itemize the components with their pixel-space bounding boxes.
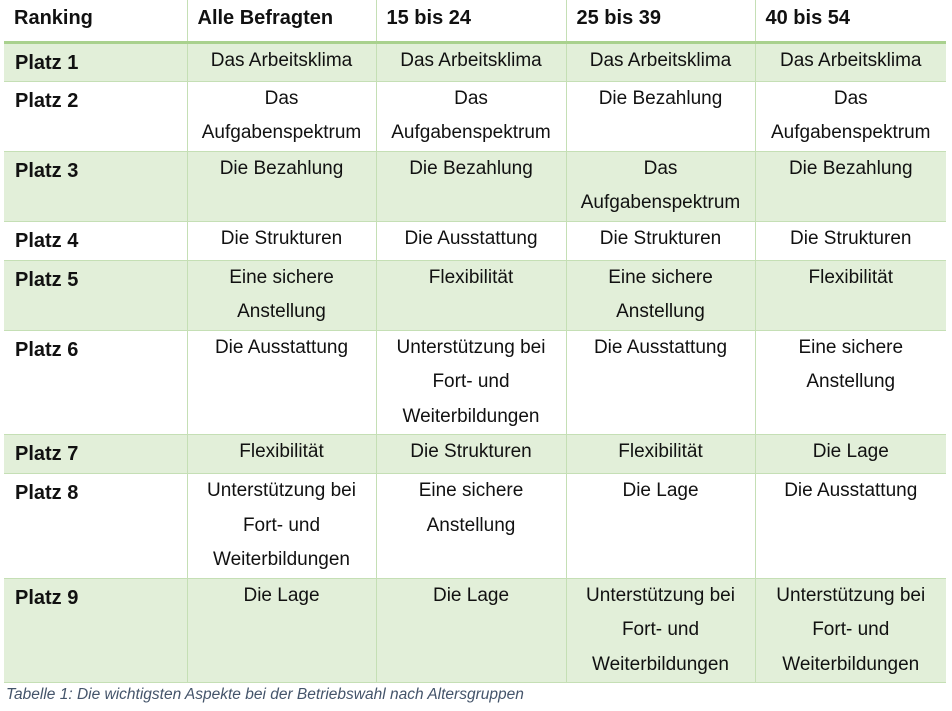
- cell-content: [567, 579, 755, 683]
- cell-content: [188, 435, 376, 470]
- table-cell: [376, 151, 566, 221]
- cell-content: [756, 579, 947, 683]
- cell-line: Unterstützung bei: [396, 336, 546, 358]
- cell-content: [567, 261, 755, 330]
- ranking-table-container: [4, 0, 946, 683]
- cell-line: Das Arbeitsklima: [589, 49, 732, 71]
- table-cell: [376, 221, 566, 260]
- cell-content: [567, 152, 755, 221]
- cell-line: Die Bezahlung: [219, 157, 344, 179]
- rank-cell: Platz 3: [4, 151, 187, 221]
- cell-line: Die Strukturen: [410, 441, 532, 462]
- cell-line: Eine sichere: [418, 480, 524, 501]
- table-row: [4, 474, 946, 579]
- table-cell: [566, 578, 755, 683]
- rank-cell: Platz 9: [4, 578, 187, 683]
- cell-line: Die Bezahlung: [788, 157, 913, 179]
- cell-line: Die Ausstattung: [593, 336, 728, 358]
- cell-content: [377, 222, 566, 257]
- cell-content: [188, 579, 376, 614]
- table-cell: [566, 260, 755, 330]
- table-row: [4, 435, 946, 474]
- cell-content: [188, 152, 376, 187]
- cell-content: [377, 152, 566, 187]
- cell-content: [756, 331, 947, 400]
- rank-cell: Platz 8: [4, 474, 187, 579]
- cell-content: [377, 261, 566, 296]
- cell-content: [567, 474, 755, 509]
- cell-line: Die Strukturen: [599, 227, 722, 249]
- cell-content: [188, 82, 376, 151]
- cell-line: Die Lage: [812, 441, 889, 462]
- rank-cell: Platz 7: [4, 435, 187, 474]
- cell-content: [756, 222, 947, 257]
- cell-line: Die Strukturen: [790, 227, 912, 249]
- cell-line: Die Lage: [243, 584, 320, 606]
- rank-cell: Platz 4: [4, 221, 187, 260]
- table-cell: [566, 435, 755, 474]
- cell-line: Aufgabenspektrum: [391, 122, 551, 143]
- cell-line: Das Arbeitsklima: [400, 49, 542, 71]
- cell-content: [756, 44, 947, 79]
- cell-content: [188, 222, 376, 257]
- table-row: [4, 151, 946, 221]
- cell-content: [377, 82, 566, 151]
- cell-line: Weiterbildungen: [213, 549, 350, 570]
- cell-content: [188, 474, 376, 578]
- cell-line: Weiterbildungen: [402, 405, 540, 427]
- cell-line: Fort- und: [621, 619, 700, 640]
- cell-content: [756, 152, 947, 187]
- table-row: [4, 81, 946, 151]
- table-cell: [376, 330, 566, 435]
- cell-line: Die Bezahlung: [598, 87, 723, 109]
- cell-content: [756, 474, 947, 509]
- table-cell: [376, 435, 566, 474]
- cell-line: Fort- und: [432, 371, 510, 392]
- cell-line: Das: [454, 87, 488, 109]
- cell-line: Das: [643, 157, 678, 179]
- table-cell: [187, 578, 376, 683]
- table-cell: [376, 260, 566, 330]
- cell-line: Die Lage: [432, 584, 510, 606]
- cell-line: Aufgabenspektrum: [580, 192, 741, 213]
- table-cell: [755, 578, 946, 683]
- cell-line: Die Ausstattung: [214, 336, 349, 358]
- table-cell: [187, 330, 376, 435]
- header-40-bis-54: 40 bis 54: [755, 0, 946, 42]
- cell-content: [377, 579, 566, 614]
- table-cell: [566, 151, 755, 221]
- cell-line: Weiterbildungen: [782, 653, 920, 675]
- cell-line: Anstellung: [616, 301, 705, 322]
- table-cell: [755, 330, 946, 435]
- cell-content: [567, 44, 755, 79]
- cell-content: [567, 82, 755, 117]
- cell-line: Die Strukturen: [220, 227, 343, 249]
- cell-line: Unterstützung bei: [207, 480, 356, 501]
- cell-content: [756, 82, 947, 151]
- cell-content: [377, 44, 566, 79]
- cell-content: [188, 331, 376, 366]
- table-cell: [755, 260, 946, 330]
- cell-content: [756, 435, 947, 470]
- table-cell: [376, 474, 566, 579]
- cell-line: Das: [833, 87, 868, 109]
- cell-line: Die Bezahlung: [409, 157, 533, 179]
- table-cell: [566, 81, 755, 151]
- table-cell: [566, 221, 755, 260]
- table-cell: [376, 81, 566, 151]
- table-cell: [566, 42, 755, 81]
- table-cell: [187, 151, 376, 221]
- header-15-bis-24: 15 bis 24: [376, 0, 566, 42]
- table-row: [4, 330, 946, 435]
- header-alle-befragten: Alle Befragten: [187, 0, 376, 42]
- rank-cell: Platz 6: [4, 330, 187, 435]
- cell-line: Die Lage: [622, 480, 699, 501]
- cell-line: Aufgabenspektrum: [201, 122, 362, 143]
- cell-line: Flexibilität: [618, 441, 703, 462]
- cell-content: [567, 222, 755, 257]
- cell-content: [377, 331, 566, 435]
- table-cell: [755, 221, 946, 260]
- cell-line: Eine sichere: [608, 266, 713, 288]
- table-caption: Tabelle 1: Die wichtigsten Aspekte bei der Betriebswahl nach Altersgruppen: [6, 686, 524, 703]
- table-row: [4, 260, 946, 330]
- cell-line: Weiterbildungen: [592, 653, 729, 675]
- cell-line: Das Arbeitsklima: [780, 49, 922, 71]
- cell-line: Anstellung: [806, 371, 896, 392]
- header-25-bis-39: 25 bis 39: [566, 0, 755, 42]
- cell-line: Aufgabenspektrum: [771, 122, 931, 143]
- table-cell: [187, 474, 376, 579]
- cell-line: Die Ausstattung: [784, 480, 918, 501]
- cell-content: [377, 474, 566, 543]
- cell-line: Fort- und: [242, 514, 321, 536]
- table-row: [4, 42, 946, 81]
- ranking-table: [4, 0, 946, 683]
- cell-content: [188, 44, 376, 79]
- cell-line: Flexibilität: [808, 266, 893, 288]
- cell-line: Fort- und: [812, 619, 890, 640]
- table-cell: [376, 42, 566, 81]
- cell-line: Anstellung: [426, 514, 516, 536]
- cell-line: Eine sichere: [229, 266, 334, 288]
- cell-content: [567, 331, 755, 366]
- table-cell: [376, 578, 566, 683]
- cell-content: [377, 435, 566, 470]
- cell-line: Eine sichere: [798, 336, 904, 358]
- table-row: [4, 221, 946, 260]
- table-cell: [187, 42, 376, 81]
- table-cell: [755, 474, 946, 579]
- table-header-row: [4, 0, 946, 42]
- cell-line: Flexibilität: [428, 266, 514, 288]
- cell-line: Flexibilität: [239, 441, 324, 462]
- table-row: [4, 578, 946, 683]
- cell-content: [188, 261, 376, 330]
- table-cell: [187, 435, 376, 474]
- table-cell: [187, 81, 376, 151]
- table-cell: [187, 221, 376, 260]
- cell-content: [756, 261, 947, 296]
- table-cell: [566, 330, 755, 435]
- table-cell: [187, 260, 376, 330]
- cell-line: Die Ausstattung: [404, 227, 538, 249]
- table-cell: [566, 474, 755, 579]
- table-cell: [755, 151, 946, 221]
- cell-line: Das: [264, 87, 299, 109]
- cell-line: Unterstützung bei: [776, 584, 926, 606]
- cell-line: Unterstützung bei: [586, 584, 735, 606]
- cell-line: Anstellung: [237, 301, 326, 322]
- table-cell: [755, 81, 946, 151]
- cell-line: Das Arbeitsklima: [210, 49, 353, 71]
- table-body: [4, 42, 946, 683]
- cell-content: [567, 435, 755, 470]
- table-cell: [755, 42, 946, 81]
- table-cell: [755, 435, 946, 474]
- rank-cell: Platz 2: [4, 81, 187, 151]
- rank-cell: Platz 5: [4, 260, 187, 330]
- header-ranking: Ranking: [4, 0, 187, 42]
- rank-cell: Platz 1: [4, 42, 187, 81]
